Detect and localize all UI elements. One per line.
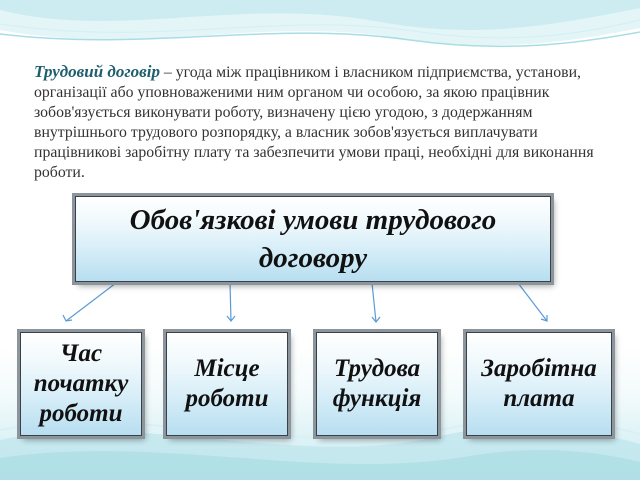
- main-conditions-label: Обов'язкові умови трудового договору: [129, 204, 497, 274]
- condition-box-workplace: [166, 332, 288, 436]
- arrow-to-condition-2: [230, 283, 231, 321]
- arrow-to-condition-4: [518, 283, 547, 321]
- condition-box-salary: [466, 332, 612, 436]
- condition-label: Час початку роботи: [33, 340, 129, 427]
- condition-box-start-time: [20, 332, 142, 436]
- condition-box-labor-function: [316, 332, 438, 436]
- definition-text: – угода між працівником і власником підприємства, установи, організації або уповноваженими ним органом чи особою, за якою працівник зобов'язується виконувати роботу, визначену цією угодою, з додержанням внутрішнього трудового розпорядку, а власник зобов'язується виплачувати працівникові заробітну плату та забезпечити умови праці, необхідні для виконання роботи.: [34, 64, 594, 181]
- main-conditions-box: [75, 196, 551, 282]
- condition-label: Трудова функція: [332, 355, 422, 412]
- condition-label: Місце роботи: [185, 355, 269, 412]
- arrow-to-condition-3: [372, 283, 376, 322]
- definition-term: Трудовий договір: [34, 62, 160, 81]
- arrow-to-condition-1: [66, 283, 116, 321]
- condition-label: Заробітна плата: [481, 355, 597, 412]
